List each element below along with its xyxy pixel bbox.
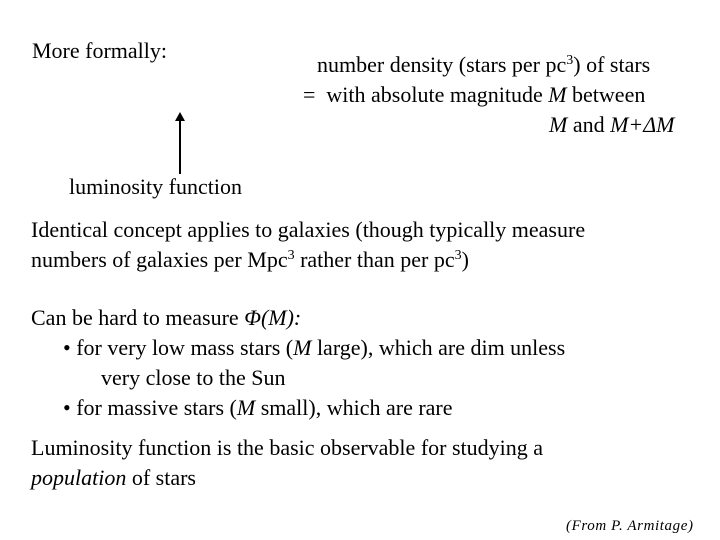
bullet-massive xyxy=(63,393,453,423)
superscript-3: 3 xyxy=(566,53,574,68)
definition-line-3 xyxy=(549,110,675,140)
magnitude-range-variable: M+ΔM xyxy=(610,112,675,137)
magnitude-variable: M xyxy=(548,82,567,107)
hard-intro xyxy=(31,303,301,333)
bullet-low-mass-end: large), which are dim unless xyxy=(316,335,566,360)
bullet-low-mass-text: • for very low mass stars ( xyxy=(63,335,294,360)
superscript-3: 3 xyxy=(287,248,295,263)
credit-text: (From P. Armitage) xyxy=(566,518,694,534)
population-word: population xyxy=(31,465,127,490)
basic-line-1: Luminosity function is the basic observable for studying a xyxy=(31,435,544,460)
magnitude-variable: M xyxy=(293,335,312,360)
definition-line-2-end: between xyxy=(572,82,646,107)
up-arrow-icon xyxy=(172,112,188,174)
phi-symbol: Φ(M): xyxy=(244,305,302,330)
galaxies-line-1: Identical concept applies to galaxies (though typically measure xyxy=(31,217,586,242)
bullet-low-mass-continuation: very close to the Sun xyxy=(101,365,286,390)
definition-line-1-text: number density (stars per pc xyxy=(317,52,567,77)
superscript-3: 3 xyxy=(454,248,462,263)
luminosity-function-label: luminosity function xyxy=(69,174,242,199)
galaxies-line-2-end: ) xyxy=(461,247,469,272)
galaxies-line-2-text: numbers of galaxies per Mpc xyxy=(31,247,288,272)
bullet-massive-text: • for massive stars ( xyxy=(63,395,237,420)
definition-line-2-text: with absolute magnitude xyxy=(326,82,543,107)
bullet-massive-end: small), which are rare xyxy=(260,395,453,420)
magnitude-variable: M xyxy=(236,395,256,420)
and-word: and xyxy=(572,112,605,137)
bullet-low-mass xyxy=(63,333,565,363)
magnitude-variable-1: M xyxy=(549,112,568,137)
hard-intro-text: Can be hard to measure xyxy=(31,305,239,330)
definition-line-1-end: ) of stars xyxy=(573,52,651,77)
definition-line-1 xyxy=(317,50,650,80)
equals-sign: = xyxy=(303,82,316,107)
basic-line-2 xyxy=(31,463,196,493)
definition-line-2 xyxy=(303,80,645,110)
more-formally-label: More formally: xyxy=(32,38,168,63)
galaxies-line-2-mid: rather than per pc xyxy=(300,247,455,272)
galaxies-line-2 xyxy=(31,245,469,275)
basic-line-2-end: of stars xyxy=(131,465,196,490)
